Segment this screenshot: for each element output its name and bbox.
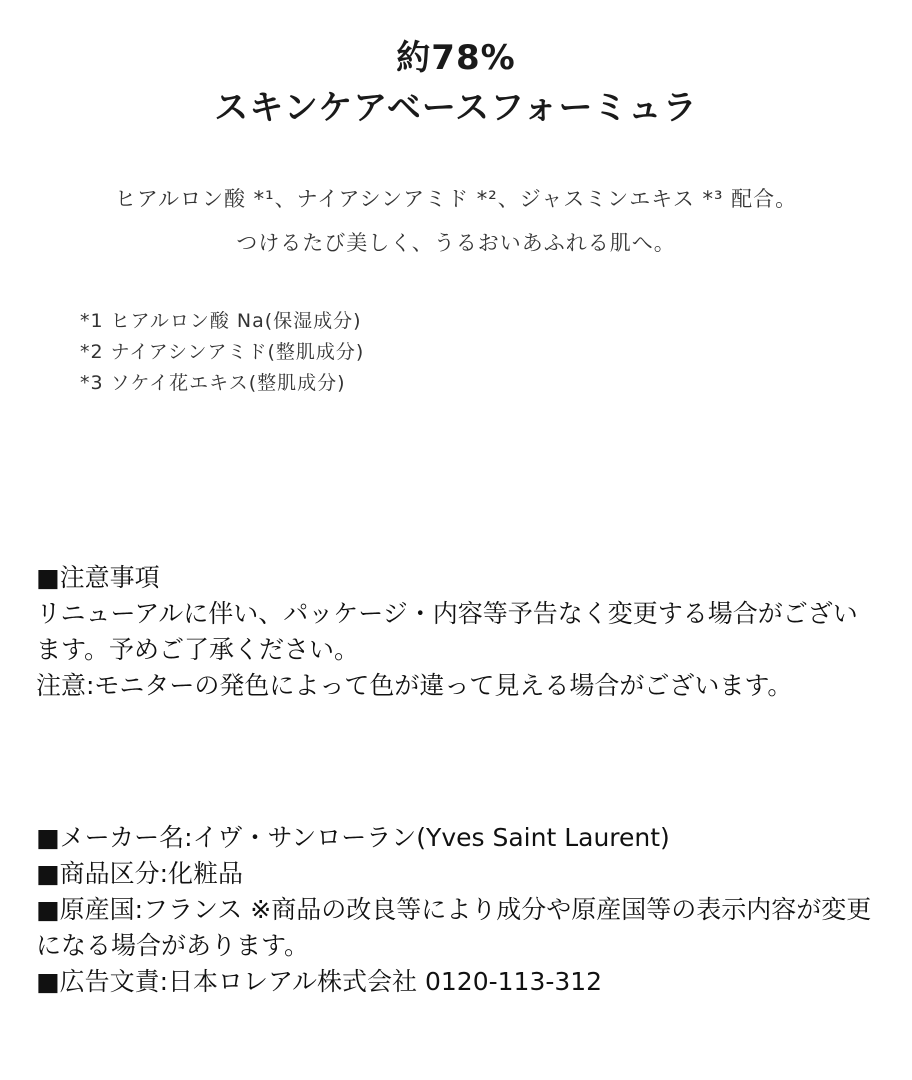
product-info-section — [36, 820, 876, 1000]
footnotes — [80, 306, 780, 399]
copy-line-2: つけるたび美しく、うるおいあふれる肌へ。 — [236, 231, 676, 255]
notice-section — [36, 560, 876, 704]
promo-section — [0, 0, 912, 420]
headline-line-2: スキンケアベースフォーミュラ — [214, 88, 698, 128]
copy-line-1: ヒアルロン酸 *¹、ナイアシンアミド *²、ジャスミンエキス *³ 配合。 — [114, 187, 798, 211]
footnote-3: *3 ソケイ花エキス(整肌成分) — [80, 372, 346, 394]
renewal-notice: リニューアルに伴い、パッケージ・内容等予告なく変更する場合がございます。予めご了承ください。 — [36, 599, 858, 664]
footnote-1: *1 ヒアルロン酸 Na(保湿成分) — [80, 310, 362, 332]
footnote-2: *2 ナイアシンアミド(整肌成分) — [80, 341, 365, 363]
advertiser-info: ■広告文責:日本ロレアル株式会社 0120-113-312 — [36, 967, 603, 996]
category-info: ■商品区分:化粧品 — [36, 859, 244, 888]
monitor-notice: 注意:モニターの発色によって色が違って見える場合がございます。 — [36, 671, 793, 700]
notice-heading: ■注意事項 — [36, 563, 160, 592]
headline-line-1: 約78% — [396, 38, 516, 78]
origin-info: ■原産国:フランス ※商品の改良等により成分や原産国等の表示内容が変更になる場合があります。 — [36, 895, 872, 960]
maker-info: ■メーカー名:イヴ・サンローラン(Yves Saint Laurent) — [36, 823, 670, 852]
